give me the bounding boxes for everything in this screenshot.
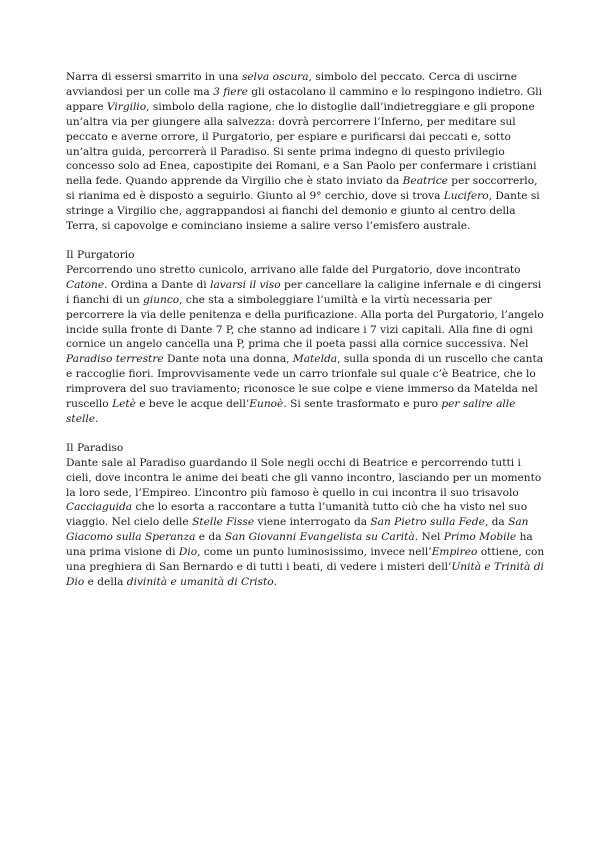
italic-text-run: giunco	[143, 293, 180, 306]
text-run: Percorrendo uno stretto cunicolo, arrivano alle falde del Purgatorio, dove incontrato	[66, 263, 521, 276]
italic-text-run: Paradiso terrestre	[66, 353, 164, 366]
italic-text-run: Matelda	[292, 353, 338, 366]
text-run: ottiene, con una preghiera di San Bernardo e di tutti i beati, di vedere i misteri dell’	[66, 546, 545, 574]
italic-text-run: per salire alle stelle	[66, 398, 516, 425]
italic-text-run: Unità e Trinità di Dio	[66, 561, 544, 588]
italic-text-run: Beatrice	[402, 175, 448, 188]
italic-text-run: Empireo	[431, 546, 478, 559]
text-run: .	[95, 412, 99, 425]
italic-text-run: Virgilio	[106, 100, 147, 113]
text-run: , sulla sponda di un ruscello che canta e raccoglie fiori. Improvvisamente vede un carro trionfale sul quale c’è Beatrice, che lo rimprovera del suo traviamento; riconosce le sue colpe e viene immerso da Matelda nel ruscello	[66, 353, 544, 411]
text-run: che lo esorta a raccontare a tutta l’umanità tutto ciò che ha visto nel suo viaggio. Nel cielo delle	[66, 501, 528, 529]
italic-text-run: 3 fiere	[213, 85, 248, 98]
intro-paragraph	[66, 70, 546, 234]
section-body-paradiso	[66, 456, 546, 590]
italic-text-run: Cacciaguida	[66, 501, 133, 514]
text-run: Dante sale al Paradiso guardando il Sole negli occhi di Beatrice e percorrendo tutti i cieli, dove incontra le anime dei beati che gli vanno incontro, lasciando per un momento la loro sede, l’Empireo. L’incontro più famoso è quello in cui incontra il suo trisavolo	[66, 456, 542, 499]
italic-text-run: San Pietro sulla Fede	[370, 516, 485, 529]
italic-text-run: Dio	[178, 546, 198, 559]
text-run: ha una prima visione di	[66, 531, 533, 559]
document-body	[66, 70, 546, 590]
section-title-purgatorio: Il Purgatorio	[66, 248, 135, 261]
text-run: gli ostacolano il cammino e lo respingono indietro. Gli appare	[66, 85, 543, 113]
text-run: , come un punto luminosissimo, invece nell’	[197, 546, 432, 559]
section-title-paradiso: Il Paradiso	[66, 441, 124, 454]
italic-text-run: Eunoè	[249, 398, 284, 411]
italic-text-run: divinità e umanità di Cristo	[126, 576, 274, 588]
italic-text-run: Letè	[112, 398, 136, 411]
text-run: Dante nota una donna,	[163, 353, 293, 366]
text-run: , Dante si stringe a Virgilio che, aggrappandosi ai fianchi del demonio e giunto al centro della Terra, si capovolge e cominciano insieme a salire verso l’emisfero australe.	[66, 190, 540, 233]
text-run: , da	[484, 516, 509, 529]
text-run: e della	[84, 576, 127, 588]
text-run: , che sta a simboleggiare l’umiltà e la virtù necessaria per percorrere la via delle penitenza e della purificazione. Alla porta del Purgatorio, l’angelo incide sulla fronte di Dante 7 P, che stanno ad indicare i 7 vizi capitali. Alla fine di ogni cornice un angelo cancella una P, prima che il poeta passi alla cornice successiva. Nel	[66, 293, 544, 351]
text-run: per cancellare la caligine infernale e di cingersi i fianchi di un	[66, 278, 542, 306]
text-run: .	[273, 576, 277, 588]
text-run: e beve le acque dell’	[135, 398, 250, 411]
text-run: . Ordina a Dante di	[104, 278, 211, 291]
italic-text-run: Lucifero	[443, 190, 489, 203]
italic-text-run: Catone	[66, 278, 105, 291]
text-run: per soccorrerlo, si rianima ed è disposto a seguirlo. Giunto al 9° cerchio, dove si trova	[66, 175, 538, 203]
italic-text-run: selva oscura	[241, 71, 309, 83]
text-run: , simbolo della ragione, che lo distoglie dall’indietreggiare e gli propone un’altra via per giungere alla salvezza: dovrà percorrere l’Inferno, per meditare sul peccato e averne orrore, il Purgatorio, per espiare e purificarsi dai peccati e, sotto un’altra guida, percorrerà il Paradiso. Si sente prima indegno di questo privilegio concesso solo ad Enea, capostipite dei Romani, e a San Paolo per confermare i cristiani nella fede. Quando apprende da Virgilio che è stato inviato da	[66, 100, 537, 188]
italic-text-run: lavarsi il viso	[210, 278, 281, 291]
italic-text-run: San Giacomo sulla Speranza	[66, 516, 529, 544]
italic-text-run: Stelle Fisse	[192, 516, 255, 529]
text-run: viene interrogato da	[254, 516, 371, 529]
text-run: Narra di essersi smarrito in una	[66, 71, 242, 83]
italic-text-run: San Giovanni Evangelista su Carità	[224, 531, 415, 544]
text-run: . Nel	[414, 531, 444, 544]
text-run: . Si sente trasformato e puro	[283, 398, 442, 411]
section-body-purgatorio	[66, 263, 546, 427]
text-run: , simbolo del peccato. Cerca di uscirne avviandosi per un colle ma	[66, 71, 517, 98]
italic-text-run: Primo Mobile	[443, 531, 517, 544]
text-run: e da	[195, 531, 225, 544]
